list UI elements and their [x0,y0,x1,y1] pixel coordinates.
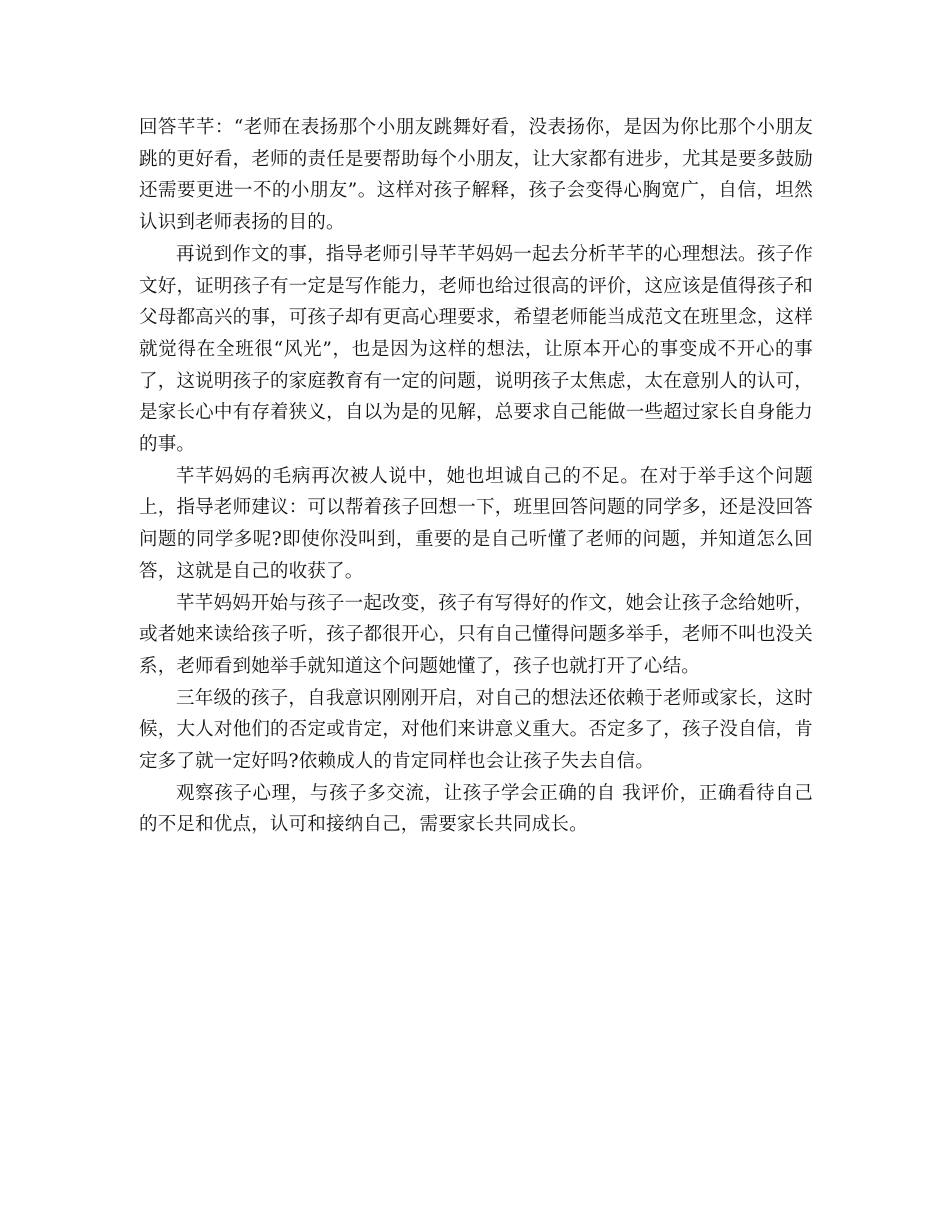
paragraph-raising-hand: 芊芊妈妈的毛病再次被人说中，她也坦诚自己的不足。在对于举手这个问题上，指导老师建议：可以帮着孩子回想一下，班里回答问题的同学多，还是没回答问题的同学多呢?即使你没叫到，重要的是自己听懂了老师的问题，并知道怎么回答，这就是自己的收获了。 [139,465,813,582]
paragraph-conclusion: 观察孩子心理，与孩子多交流，让孩子学会正确的自 我评价，正确看待自己的不足和优点，认可和接纳自己，需要家长共同成长。 [139,782,813,836]
paragraph-change-together: 芊芊妈妈开始与孩子一起改变，孩子有写得好的作文，她会让孩子念给她听，或者她来读给孩子听，孩子都很开心，只有自己懂得问题多举手，老师不叫也没关系，老师看到她举手就知道这个问题她懂了，孩子也就打开了心结。 [139,592,813,677]
paragraph-essay-analysis: 再说到作文的事，指导老师引导芊芊妈妈一起去分析芊芊的心理想法。孩子作文好，证明孩子有一定是写作能力，老师也给过很高的评价，这应该是值得孩子和父母都高兴的事，可孩子却有更高心理要求，希望老师能当成范文在班里念，这样就觉得在全班很“风光”，也是因为这样的想法，让原本开心的事变成不开心的事了，这说明孩子的家庭教育有一定的问题，说明孩子太焦虑，太在意别人的认可，是家长心中有存着狭义，自以为是的见解，总要求自己能做一些超过家长自身能力的事。 [139,243,813,456]
document-body [139,112,813,841]
paragraph-third-grade: 三年级的孩子，自我意识刚刚开启，对自己的想法还依赖于老师或家长，这时候，大人对他们的否定或肯定，对他们来讲意义重大。否定多了，孩子没自信，肯定多了就一定好吗?依赖成人的肯定同样也会让孩子失去自信。 [139,687,813,773]
paragraph-continuation: 回答芊芊：“老师在表扬那个小朋友跳舞好看，没表扬你，是因为你比那个小朋友跳的更好看，老师的责任是要帮助每个小朋友，让大家都有进步，尤其是要多鼓励还需要更进一不的小朋友”。这样对孩子解释，孩子会变得心胸宽广，自信，坦然认识到老师表扬的目的。 [139,117,813,234]
